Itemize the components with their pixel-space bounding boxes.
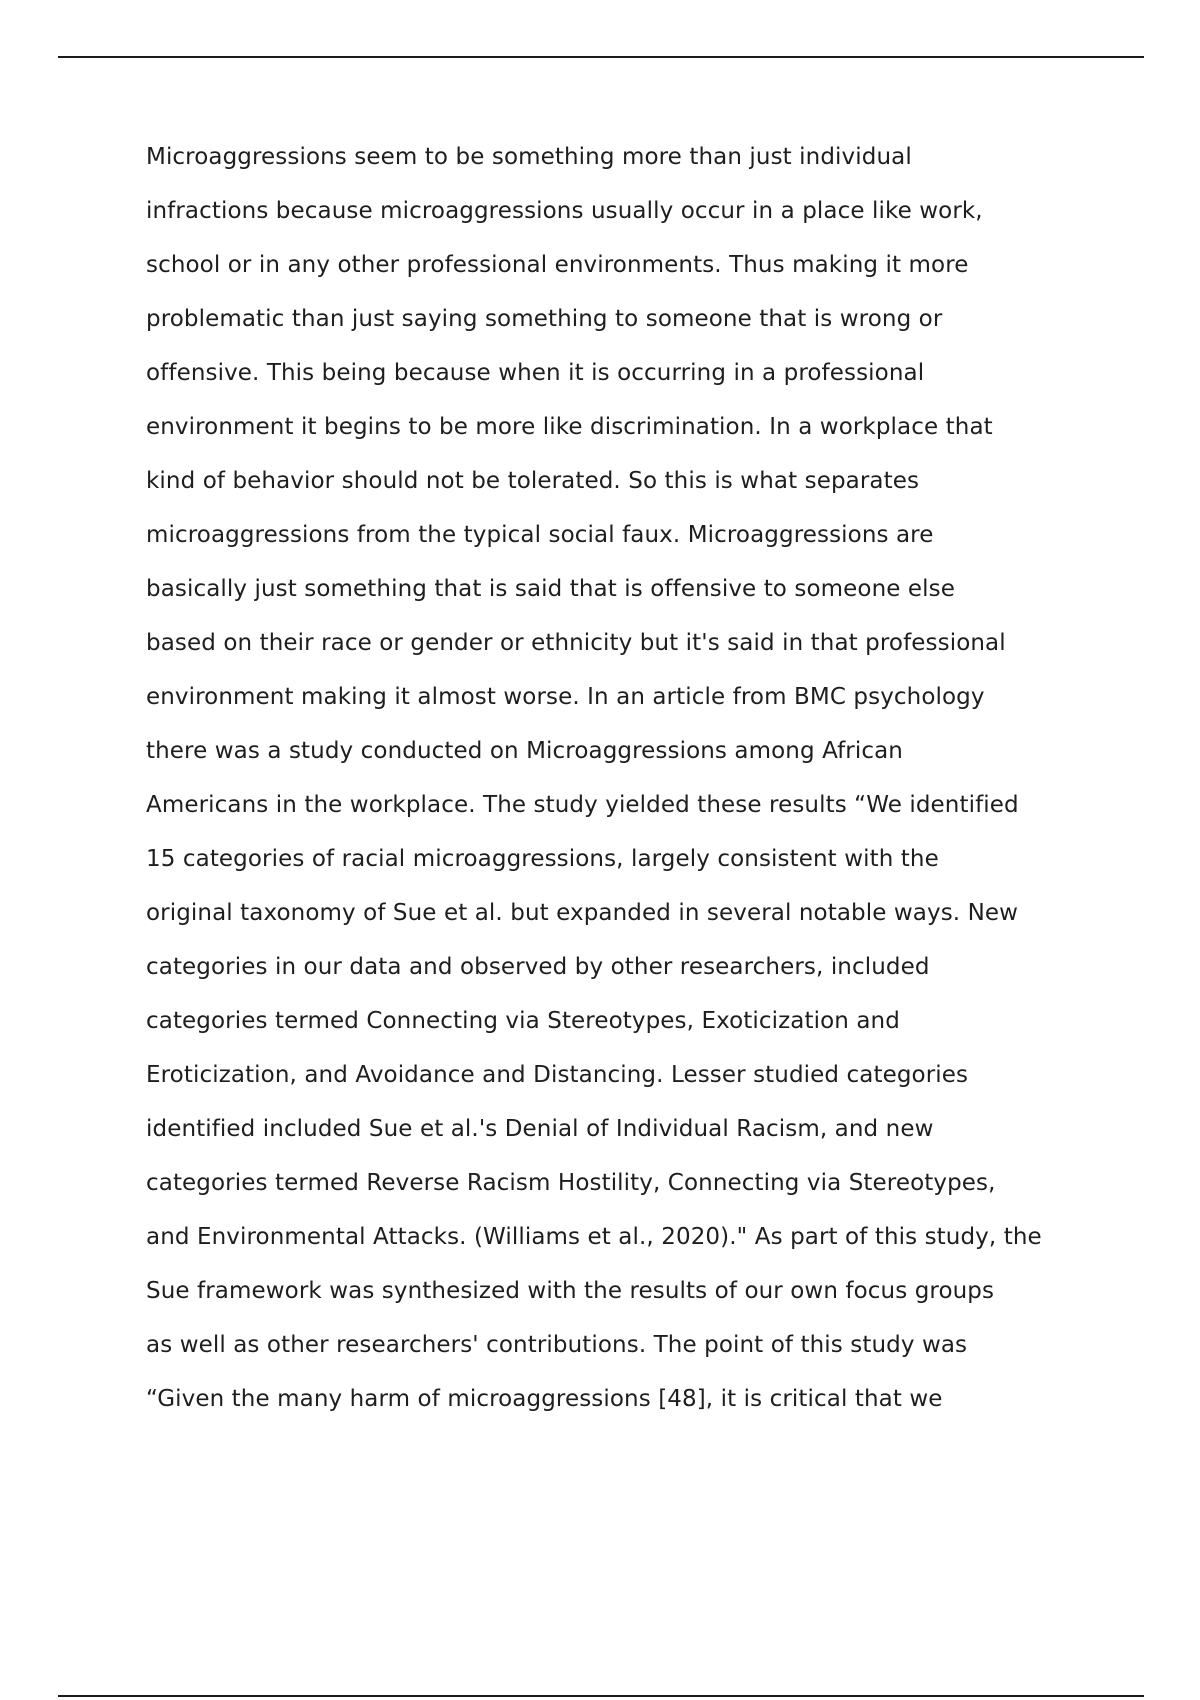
bottom-divider <box>58 1695 1144 1697</box>
text-line: categories in our data and observed by other researchers, included <box>146 954 930 980</box>
text-line: kind of behavior should not be tolerated. So this is what separates <box>146 468 920 494</box>
text-line: Eroticization, and Avoidance and Distancing. Lesser studied categories <box>146 1062 969 1088</box>
text-line: categories termed Connecting via Stereotypes, Exoticization and <box>146 1008 900 1034</box>
text-line: 15 categories of racial microaggressions, largely consistent with the <box>146 846 939 872</box>
text-line: environment it begins to be more like discrimination. In a workplace that <box>146 414 993 440</box>
text-line: Sue framework was synthesized with the results of our own focus groups <box>146 1278 995 1304</box>
text-line: problematic than just saying something to someone that is wrong or <box>146 306 943 332</box>
top-divider <box>58 56 1144 58</box>
text-line: and Environmental Attacks. (Williams et al., 2020)." As part of this study, the <box>146 1224 1042 1250</box>
text-line: school or in any other professional environments. Thus making it more <box>146 252 969 278</box>
text-line: Microaggressions seem to be something more than just individual <box>146 144 912 170</box>
text-line: identified included Sue et al.'s Denial of Individual Racism, and new <box>146 1116 934 1142</box>
text-line: as well as other researchers' contributions. The point of this study was <box>146 1332 968 1358</box>
text-line: original taxonomy of Sue et al. but expanded in several notable ways. New <box>146 900 1019 926</box>
text-line: infractions because microaggressions usually occur in a place like work, <box>146 198 983 224</box>
text-line: based on their race or gender or ethnicity but it's said in that professional <box>146 630 1006 656</box>
text-line: categories termed Reverse Racism Hostility, Connecting via Stereotypes, <box>146 1170 996 1196</box>
body-paragraph <box>146 130 1106 1426</box>
text-line: environment making it almost worse. In an article from BMC psychology <box>146 684 985 710</box>
text-line: there was a study conducted on Microaggressions among African <box>146 738 903 764</box>
text-line: basically just something that is said that is offensive to someone else <box>146 576 955 602</box>
text-line: Americans in the workplace. The study yielded these results “We identified <box>146 792 1019 818</box>
text-line: offensive. This being because when it is occurring in a professional <box>146 360 925 386</box>
text-line: “Given the many harm of microaggressions [48], it is critical that we <box>146 1386 943 1412</box>
text-line: microaggressions from the typical social faux. Microaggressions are <box>146 522 934 548</box>
